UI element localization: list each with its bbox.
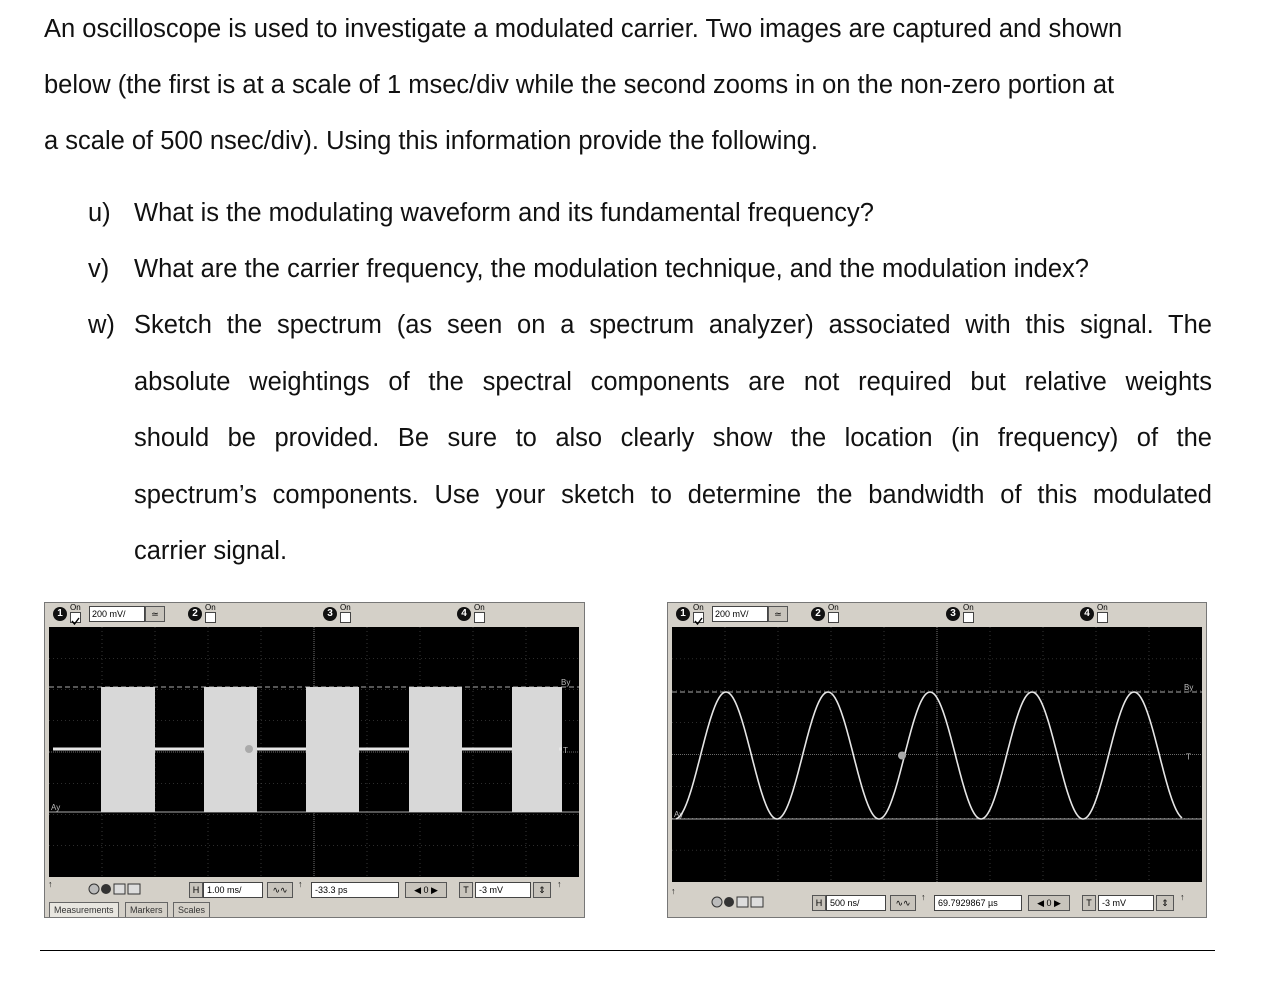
channel-2-badge[interactable]: 2 [811,607,825,621]
question-text: What is the modulating waveform and its fundamental frequency? [134,199,874,227]
channel-3-badge[interactable]: 3 [946,607,960,621]
intro-line: below (the first is at a scale of 1 msec/div while the second zooms in on the non-zero portion at [44,71,1115,99]
t-label: T [1082,895,1096,911]
channel-1-badge[interactable]: 1 [676,607,690,621]
channel-1-checkbox[interactable] [70,612,81,623]
question-text: absolute weightings of the spectral components are not required but relative weights [134,367,1212,396]
channel-on-label: On [1097,603,1108,612]
marker-a-label: Ay [51,803,61,812]
oscilloscope-screenshot-1 [44,602,585,918]
question-label: w) [88,311,115,339]
waveform-icon[interactable]: ∿∿ [267,882,293,898]
question-label: u) [88,199,111,227]
channel-bar [668,603,1206,625]
intro-line: An oscilloscope is used to investigate a modulated carrier. Two images are captured and shown [44,15,1123,43]
trace-burst [512,687,562,812]
run-controls[interactable] [85,882,155,896]
channel-on-label: On [693,603,704,612]
up-arrow-icon: ↑ [557,879,562,889]
trigger-point [245,745,253,753]
scope-display [672,627,1202,882]
trigger-point [898,752,906,760]
up-arrow-icon: ↑ [1180,892,1185,902]
channel-on-label: On [474,603,485,612]
arrow-buttons[interactable]: ◀ 0 ▶ [405,882,447,898]
channel-on-label: On [963,603,974,612]
tab-scales[interactable]: Scales [173,902,210,918]
delay-field[interactable]: -33.3 ps [311,882,399,898]
scope-controls [45,879,584,917]
h-label: H [812,895,826,911]
stepper-icon[interactable]: ⇕ [1156,895,1174,911]
trigger-marker: T [563,746,568,755]
up-arrow-icon: ↑ [48,879,53,889]
stepper-icon[interactable]: ⇕ [533,882,551,898]
intro-paragraph [44,1,1212,169]
oscilloscope-screenshot-2 [667,602,1207,918]
question-text: Sketch the spectrum (as seen on a spectrum analyzer) associated with this signal. The [134,311,1212,339]
channel-on-label: On [340,603,351,612]
coupling-icon[interactable]: ≃ [145,606,165,622]
t-label: T [459,882,473,898]
channel-on-label: On [205,603,216,612]
question-text: should be provided. Be sure to also clearly show the location (in frequency) of the [134,424,1212,452]
marker-a-label: Ay [674,810,684,819]
trace-sine [676,692,1182,819]
question-label: v) [88,255,110,283]
channel-4-checkbox[interactable] [474,612,485,623]
channel-1-badge[interactable]: 1 [53,607,67,621]
delay-icon: ↑ [921,892,926,902]
channel-3-checkbox[interactable] [963,612,974,623]
scope-controls [668,884,1206,917]
question-text: What are the carrier frequency, the modulation technique, and the modulation index? [134,255,1089,283]
channel-3-badge[interactable]: 3 [323,607,337,621]
channel-2-checkbox[interactable] [205,612,216,623]
intro-line: a scale of 500 nsec/div). Using this information provide the following. [44,127,818,155]
h-label: H [189,882,203,898]
delay-field[interactable]: 69.7929867 µs [934,895,1022,911]
scope-display [49,627,579,877]
up-arrow-icon: ↑ [671,886,676,896]
marker-b-label: By [561,678,571,687]
channel-4-checkbox[interactable] [1097,612,1108,623]
tab-measurements[interactable]: Measurements [49,902,119,918]
timebase-field[interactable]: 1.00 ms/ [203,882,263,898]
trigger-marker: T [1186,752,1191,762]
delay-icon: ↑ [298,879,303,889]
waveform-icon[interactable]: ∿∿ [890,895,916,911]
question-text: carrier signal. [134,537,288,565]
scope-screen [672,627,1202,882]
trace-burst [409,687,462,812]
channel-4-badge[interactable]: 4 [1080,607,1094,621]
arrow-buttons[interactable]: ◀ 0 ▶ [1028,895,1070,911]
channel-3-checkbox[interactable] [340,612,351,623]
run-controls[interactable] [708,895,778,909]
bottom-rule [40,950,1215,951]
channel-2-checkbox[interactable] [828,612,839,623]
scope-screen [49,627,579,877]
channel-bar [45,603,584,625]
tab-markers[interactable]: Markers [125,902,168,918]
coupling-icon[interactable]: ≃ [768,606,788,622]
channel-2-badge[interactable]: 2 [188,607,202,621]
trace-burst [306,687,359,812]
trigger-level-field[interactable]: -3 mV [475,882,531,898]
marker-b-label: By [1184,683,1194,692]
channel-4-badge[interactable]: 4 [457,607,471,621]
channel-1-scale-field[interactable]: 200 mV/ [712,606,768,622]
channel-1-scale-field[interactable]: 200 mV/ [89,606,145,622]
question-text: spectrum’s components. Use your sketch to determine the bandwidth of this modulated [134,480,1212,509]
trace-burst [101,687,155,812]
channel-1-checkbox[interactable] [693,612,704,623]
channel-on-label: On [70,603,81,612]
timebase-field[interactable]: 500 ns/ [826,895,886,911]
trigger-level-field[interactable]: -3 mV [1098,895,1154,911]
channel-on-label: On [828,603,839,612]
